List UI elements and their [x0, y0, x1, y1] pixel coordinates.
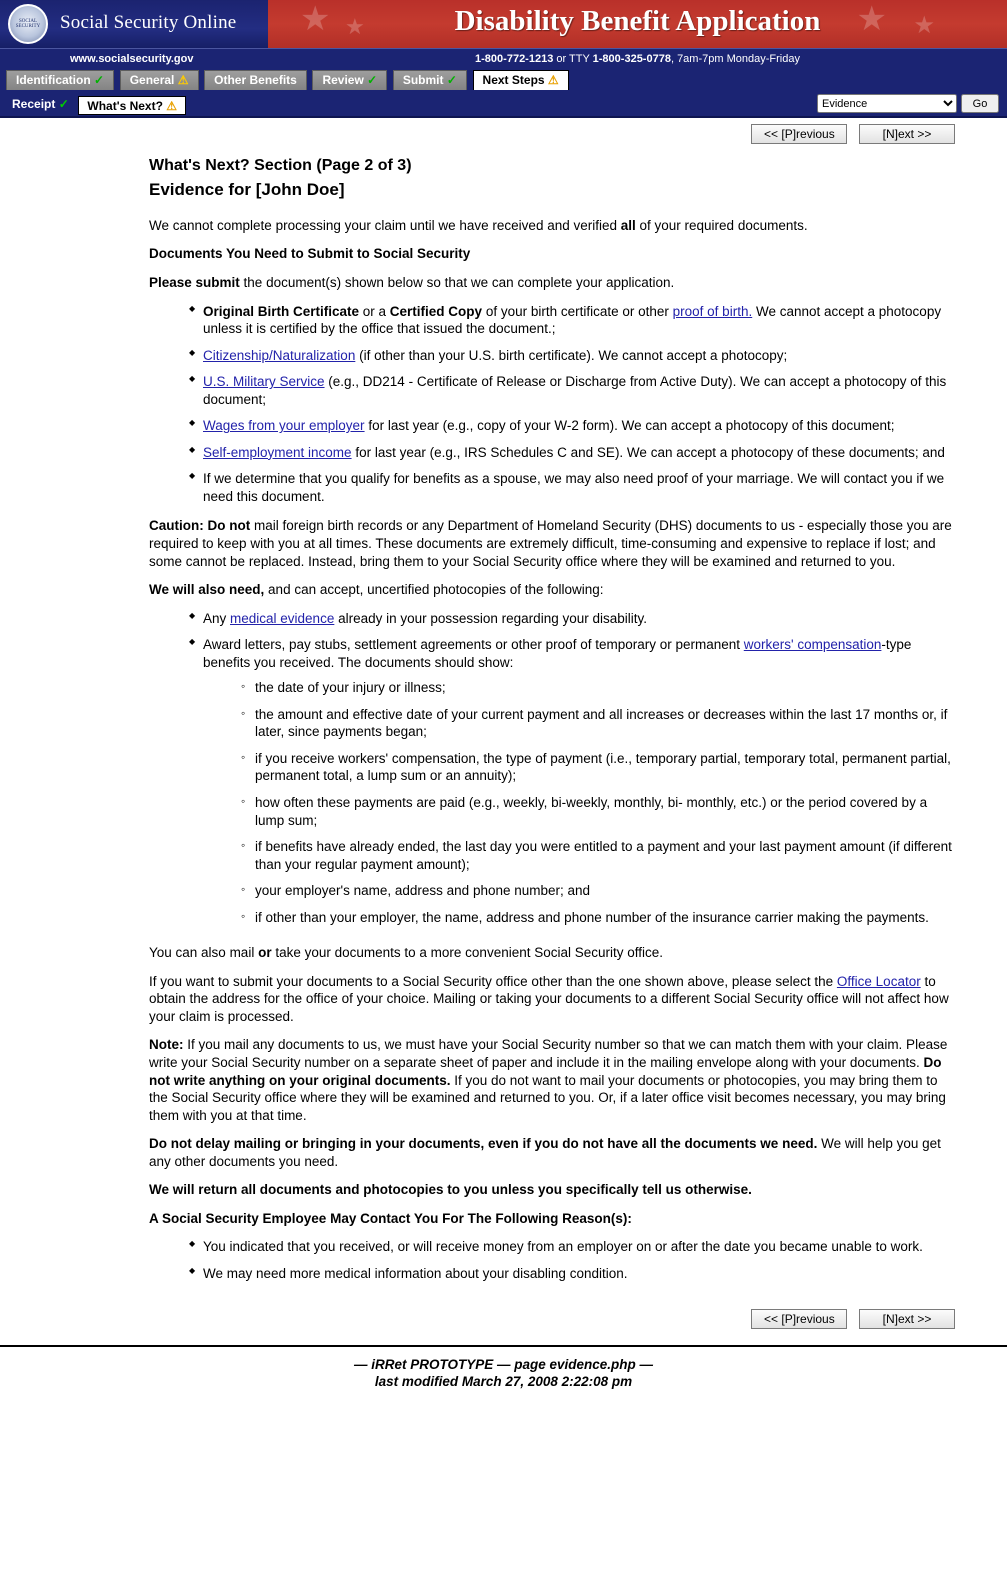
- citizenship-naturalization-link[interactable]: Citizenship/Naturalization: [203, 347, 356, 363]
- list-item: [189, 470, 955, 505]
- tab-general[interactable]: [120, 70, 199, 90]
- list-item: [189, 303, 955, 338]
- delay-bold: Do not delay mailing or bringing in your documents, even if you do not have all the documents we need.: [149, 1136, 818, 1152]
- submit-bold: Please submit: [149, 274, 240, 290]
- doc-bold-2: Certified Copy: [389, 303, 483, 319]
- contact-heading: [149, 1210, 955, 1228]
- phone-main: 1-800-772-1213: [475, 53, 554, 65]
- workers-comp-sublist: [203, 679, 955, 926]
- list-item: ◆ We may need more medical information about your disabling condition.: [189, 1265, 955, 1283]
- documents-heading-text: Documents You Need to Submit to Social Security: [149, 246, 471, 262]
- also-need-bold: We will also need,: [149, 582, 265, 598]
- warning-icon: ⚠: [166, 99, 178, 113]
- intro-pre: We cannot complete processing your claim until we have received and verified: [149, 217, 621, 233]
- intro-bold: all: [620, 217, 636, 233]
- contact-reasons-list: [149, 1238, 955, 1282]
- warning-icon: ⚠: [547, 73, 559, 87]
- list-item: ◦ your employer's name, address and phone number; and: [241, 882, 955, 900]
- doc-text: If we determine that you qualify for benefits as a spouse, we may also need proof of your marriage. We will contact you if we need this document.: [203, 471, 945, 504]
- note-bold2: Do not write anything on your original documents.: [149, 1055, 942, 1088]
- tab-label: Next Steps: [482, 73, 545, 87]
- note-part1: If you mail any documents to us, we must have your Social Security number so that we can match them with your claim. Please write your Social Security number on a separate sheet of paper and include it in the mailing envelope along with your documents.: [149, 1037, 948, 1071]
- next-button-top[interactable]: [N]ext >>: [859, 124, 955, 144]
- documents-heading: [149, 245, 955, 263]
- next-button-bottom[interactable]: [N]ext >>: [859, 1309, 955, 1329]
- secondary-tabs: [0, 92, 1007, 118]
- caution-paragraph: [149, 517, 955, 570]
- go-button[interactable]: Go: [961, 94, 999, 113]
- office-locator-link[interactable]: Office Locator: [836, 973, 921, 989]
- check-icon: ✓: [446, 73, 457, 87]
- star-icon: ★: [300, 0, 331, 38]
- check-icon: ✓: [367, 73, 378, 87]
- note-paragraph: [149, 1036, 955, 1124]
- tab-label: General: [129, 73, 175, 87]
- also-need-paragraph: [149, 581, 955, 599]
- subtab-label: Receipt: [12, 97, 56, 111]
- mail-pre: You can also mail: [149, 945, 259, 961]
- workers-compensation-link[interactable]: workers' compensation: [743, 637, 882, 653]
- top-nav-buttons: [0, 118, 1007, 144]
- doc-text-2: of your birth certificate or other: [482, 303, 673, 319]
- footer-line-1: — iRRet PROTOTYPE — page evidence.php —: [353, 1356, 654, 1372]
- workers-comp-pre: Award letters, pay stubs, settlement agreements or other proof of temporary or permanent: [203, 637, 744, 653]
- return-bold: We will return all documents and photocopies to you unless you specifically tell us otherwise.: [149, 1182, 752, 1198]
- check-icon: ✓: [58, 97, 69, 111]
- previous-button-bottom[interactable]: << [P]revious: [751, 1309, 847, 1329]
- wages-link[interactable]: Wages from your employer: [203, 418, 365, 434]
- locator-pre: If you want to submit your documents to a Social Security office other than the one shown above, please select the: [149, 973, 837, 989]
- subtab-label: What's Next?: [87, 99, 163, 113]
- section-jump-control: [817, 94, 999, 113]
- star-icon: ★: [345, 14, 365, 39]
- also-need-rest: and can accept, uncertified photocopies of the following:: [264, 582, 604, 598]
- phone-mid: or TTY: [553, 53, 593, 65]
- tab-other-benefits[interactable]: [204, 70, 307, 90]
- masthead: [0, 0, 1007, 48]
- page-footer: [0, 1345, 1007, 1403]
- medical-evidence-link[interactable]: medical evidence: [230, 610, 335, 626]
- self-employment-link[interactable]: Self-employment income: [203, 444, 352, 460]
- phone-tty: 1-800-325-0778: [592, 53, 671, 65]
- documents-list: [149, 303, 955, 506]
- list-item: ◦ if you receive workers' compensation, the type of payment (i.e., temporary partial, temporary total, permanent partial, permanent total, a lump sum or an annuity);: [241, 750, 955, 785]
- locator-post: to obtain the address for the office of your choice. Mailing or taking your documents to a different Social Security office will not affect how your claim is processed.: [149, 973, 949, 1024]
- star-icon: ★: [856, 0, 887, 38]
- delay-rest: We will help you get any other documents you need.: [149, 1136, 941, 1169]
- submit-rest: the document(s) shown below so that we can complete your application.: [239, 274, 675, 290]
- contact-phone: [268, 53, 1007, 65]
- proof-of-birth-link[interactable]: proof of birth.: [672, 303, 753, 319]
- intro-post: of your required documents.: [635, 217, 808, 233]
- military-service-link[interactable]: U.S. Military Service: [203, 374, 325, 390]
- tab-label: Submit: [402, 73, 444, 87]
- seal-label: SOCIAL SECURITY: [15, 18, 41, 29]
- phone-hours: , 7am-7pm Monday-Friday: [670, 53, 800, 65]
- list-item: ◦ if benefits have already ended, the last day you were entitled to a payment and your last payment amount (if different than your regular payment amount);: [241, 838, 955, 873]
- intro-paragraph: [149, 217, 955, 235]
- list-item: [189, 610, 955, 628]
- list-item: [189, 347, 955, 365]
- tab-label: Review: [322, 73, 364, 87]
- list-item: [189, 444, 955, 462]
- list-item: [189, 373, 955, 408]
- medical-pre: Any: [203, 610, 231, 626]
- check-icon: ✓: [94, 73, 105, 87]
- tab-identification[interactable]: [6, 70, 114, 90]
- agency-url: www.socialsecurity.gov: [70, 53, 194, 65]
- ssa-seal-icon: [8, 4, 48, 44]
- mail-post: take your documents to a more convenient Social Security office.: [271, 945, 664, 961]
- tab-label: Other Benefits: [214, 73, 297, 87]
- app-title: Disability Benefit Application: [454, 5, 821, 37]
- subtab-whats-next[interactable]: [78, 96, 186, 115]
- list-item: [189, 636, 955, 926]
- note-part2: If you do not want to mail your documents or photocopies, you may bring them to the Social Security office where they will be examined and returned to you. Or, if a later office visit becomes necessary, you may bring them with you at that time.: [149, 1072, 946, 1123]
- submit-instruction: [149, 274, 955, 292]
- section-title: What's Next? Section (Page 2 of 3): [149, 157, 412, 174]
- doc-text-1: or a: [359, 303, 390, 319]
- previous-button-top[interactable]: << [P]revious: [751, 124, 847, 144]
- agency-name: Social Security Online: [60, 12, 237, 33]
- workers-comp-post: -type benefits you received. The documents should show:: [203, 637, 912, 670]
- list-item: ◦ how often these payments are paid (e.g., weekly, bi-weekly, monthly, bi- monthly, etc.) or the period covered by a lump sum;: [241, 794, 955, 829]
- mail-paragraph: [149, 944, 955, 962]
- primary-tabs: [0, 70, 1007, 92]
- list-item: ◦ the amount and effective date of your current payment and all increases or decreases within the last 17 months or, if later, since payments began;: [241, 706, 955, 741]
- star-icon: ★: [913, 12, 935, 39]
- doc-text-3: We cannot accept a photocopy unless it is certified by the office that issued the document.;: [203, 303, 942, 337]
- mail-bold: or: [258, 945, 272, 961]
- footer-line-2: last modified March 27, 2008 2:22:08 pm: [374, 1373, 633, 1389]
- medical-post: already in your possession regarding your disability.: [334, 610, 647, 626]
- return-paragraph: [149, 1181, 955, 1199]
- doc-text: for last year (e.g., copy of your W-2 form). We can accept a photocopy of this document;: [364, 418, 895, 434]
- note-bold: Note:: [149, 1037, 184, 1053]
- list-item: ◦ the date of your injury or illness;: [241, 679, 955, 697]
- tab-submit[interactable]: [393, 70, 467, 90]
- bottom-nav-buttons: [0, 1295, 1007, 1335]
- main-content: [0, 144, 1007, 1283]
- office-locator-paragraph: [149, 973, 955, 1026]
- tab-label: Identification: [16, 73, 91, 87]
- warning-icon: ⚠: [177, 73, 189, 87]
- caution-bold: Caution: Do not: [149, 518, 251, 534]
- doc-text: for last year (e.g., IRS Schedules C and SE). We can accept a photocopy of these documents; and: [351, 444, 945, 460]
- doc-text: (e.g., DD214 - Certificate of Release or Discharge from Active Duty). We can accept a photocopy of this document;: [203, 374, 947, 407]
- section-select[interactable]: [817, 94, 957, 113]
- also-need-list: [149, 610, 955, 927]
- subtab-receipt[interactable]: [6, 92, 75, 116]
- doc-bold-1: Original Birth Certificate: [203, 303, 360, 319]
- delay-paragraph: [149, 1135, 955, 1170]
- contact-heading-text: A Social Security Employee May Contact You For The Following Reason(s):: [149, 1210, 632, 1226]
- tab-review[interactable]: [312, 70, 387, 90]
- caution-text: mail foreign birth records or any Department of Homeland Security (DHS) documents to us - especially those you are required to keep with you at all times. These documents are extremely difficult, time-consuming and expensive to replace if lost; and some cannot be replaced. Instead, bring them to your Social Security office where they will be examined and returned to you.: [149, 518, 952, 569]
- list-item: [189, 417, 955, 435]
- page-title: Evidence for [John Doe]: [149, 179, 345, 199]
- info-bar: [0, 48, 1007, 70]
- list-item: ◆ You indicated that you received, or will receive money from an employer on or after the date you became unable to work.: [189, 1238, 955, 1256]
- tab-next-steps[interactable]: [473, 70, 569, 90]
- doc-text: (if other than your U.S. birth certificate). We cannot accept a photocopy;: [355, 347, 788, 363]
- list-item: ◦ if other than your employer, the name, address and phone number of the insurance carrier making the payments.: [241, 909, 955, 927]
